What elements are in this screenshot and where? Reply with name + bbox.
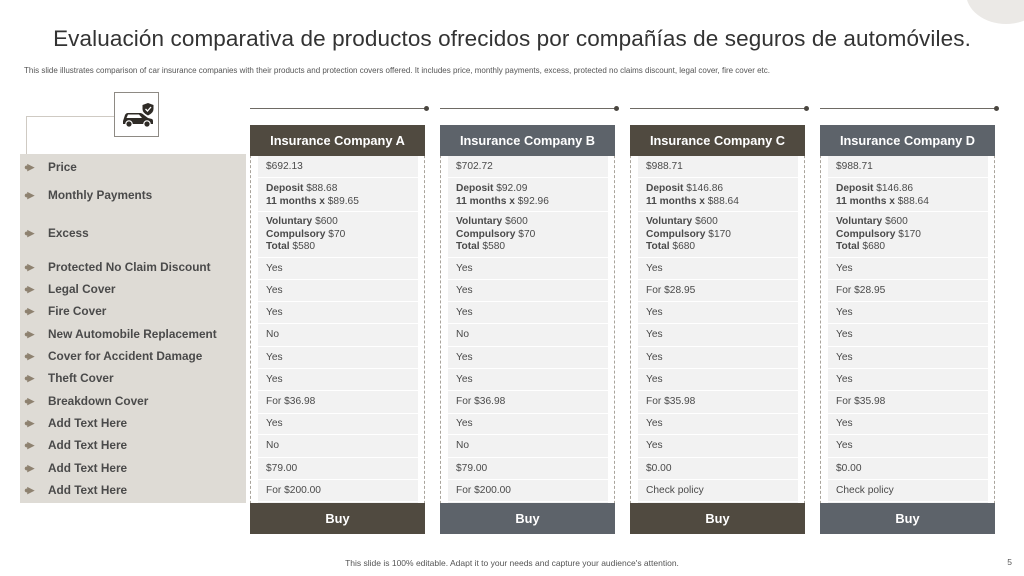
total-label: Total: [456, 241, 480, 252]
cell-value: For $200.00: [456, 485, 511, 496]
voluntary-amount: $600: [315, 216, 338, 227]
cell-value: Yes: [456, 352, 473, 363]
deposit-amount: $88.68: [306, 183, 338, 194]
double-chevron-icon: ●▶: [24, 484, 33, 495]
table-cell: [258, 369, 418, 391]
connector-line: [26, 116, 115, 154]
company-card: [820, 125, 995, 534]
table-cell: [638, 324, 798, 347]
table-cell: [638, 212, 798, 258]
table-cell: [828, 435, 988, 458]
feature-label: Monthly Payments: [48, 188, 153, 202]
table-cell: [258, 324, 418, 347]
double-chevron-icon: ●▶: [24, 462, 33, 473]
cell-value: No: [456, 329, 470, 340]
feature-row: [20, 458, 127, 478]
double-chevron-icon: ●▶: [24, 227, 33, 238]
table-cell: [828, 178, 988, 212]
cell-value: Yes: [646, 440, 663, 451]
table-cell: [448, 212, 608, 258]
table-cell: [258, 480, 418, 502]
cell-value: Yes: [836, 352, 853, 363]
table-cell: [258, 156, 418, 178]
double-chevron-icon: ●▶: [24, 350, 33, 361]
double-chevron-icon: ●▶: [24, 372, 33, 383]
total-amount: $580: [482, 241, 506, 252]
company-card: [440, 125, 615, 534]
corner-decoration: [966, 0, 1024, 24]
feature-row: [20, 368, 114, 388]
table-cell: [828, 391, 988, 414]
voluntary-amount: $600: [695, 216, 718, 227]
feature-label: Add Text Here: [48, 416, 128, 430]
feature-label: Price: [48, 160, 77, 174]
table-cell: [258, 302, 418, 324]
compulsory-amount: $170: [708, 228, 731, 240]
table-cell: [828, 324, 988, 347]
table-cell: [448, 435, 608, 458]
cell-value: Yes: [266, 418, 283, 429]
table-cell: [828, 458, 988, 480]
company-header: Insurance Company A: [250, 125, 425, 156]
cell-value: Yes: [836, 329, 853, 340]
icon-box: [114, 92, 159, 137]
table-cell: [638, 480, 798, 502]
table-cell: [828, 347, 988, 369]
feature-label: Add Text Here: [48, 438, 128, 452]
cell-value: Yes: [456, 285, 473, 296]
table-cell: [258, 435, 418, 458]
double-chevron-icon: ●▶: [24, 395, 33, 406]
months-label: 11 months x: [836, 195, 895, 207]
deposit-label: Deposit: [646, 183, 684, 194]
table-cell: [828, 156, 988, 178]
buy-button[interactable]: Buy: [820, 503, 995, 534]
car-shield-icon: [115, 93, 160, 138]
table-cell: [448, 302, 608, 324]
cell-value: For $200.00: [266, 485, 321, 496]
table-cell: [828, 212, 988, 258]
cell-value: Yes: [836, 263, 853, 274]
cell-value: For $36.98: [266, 396, 316, 407]
cell-value: Yes: [646, 307, 663, 318]
feature-label: New Automobile Replacement: [48, 327, 217, 341]
months-amount: $88.64: [897, 195, 929, 207]
cell-value: Yes: [266, 285, 283, 296]
table-cell: [448, 413, 608, 435]
table-cell: [448, 156, 608, 178]
feature-row: [20, 223, 89, 243]
feature-row: [20, 435, 127, 455]
months-label: 11 months x: [266, 195, 325, 207]
company-header: Insurance Company D: [820, 125, 995, 156]
compulsory-amount: $170: [898, 228, 921, 240]
company-card: [630, 125, 805, 534]
table-cell: [258, 347, 418, 369]
months-amount: $89.65: [327, 195, 359, 207]
compulsory-label: Compulsory: [646, 228, 706, 240]
feature-label: Fire Cover: [48, 304, 107, 318]
deposit-amount: $146.86: [686, 183, 724, 194]
cell-value: No: [456, 440, 470, 451]
page-title: Evaluación comparativa de productos ofrecidos por compañías de seguros de automóviles.: [53, 26, 971, 51]
feature-label: Cover for Accident Damage: [48, 349, 203, 363]
table-cell: [638, 347, 798, 369]
table-cell: [828, 280, 988, 302]
table-cell: [258, 391, 418, 414]
table-cell: [828, 480, 988, 502]
table-cell: [638, 156, 798, 178]
table-cell: [448, 280, 608, 302]
double-chevron-icon: ●▶: [24, 261, 33, 272]
footer-note: This slide is 100% editable. Adapt it to your needs and capture your audience's attention.: [345, 558, 679, 568]
page-subtitle: This slide illustrates comparison of car insurance companies with their products and protection covers offered. It includes price, monthly payments, excess, protected no claims discount, legal cover, fire cover etc.: [24, 66, 770, 75]
cell-value: Yes: [266, 307, 283, 318]
feature-label: Breakdown Cover: [48, 394, 149, 408]
table-cell: [448, 480, 608, 502]
table-cell: [828, 258, 988, 280]
company-header: Insurance Company B: [440, 125, 615, 156]
table-cell: [258, 212, 418, 258]
total-amount: $680: [672, 241, 696, 252]
feature-row: [20, 279, 116, 299]
total-label: Total: [266, 241, 290, 252]
company-header: Insurance Company C: [630, 125, 805, 156]
table-cell: [258, 458, 418, 480]
feature-label: Legal Cover: [48, 282, 116, 296]
table-cell: [638, 369, 798, 391]
table-cell: [638, 258, 798, 280]
cell-value: Yes: [646, 329, 663, 340]
table-cell: [638, 458, 798, 480]
cell-value: $0.00: [836, 463, 862, 474]
buy-button[interactable]: Buy: [630, 503, 805, 534]
cell-value: $79.00: [456, 463, 488, 474]
double-chevron-icon: ●▶: [24, 328, 33, 339]
table-cell: [828, 369, 988, 391]
cell-value: Yes: [836, 440, 853, 451]
cell-value: Yes: [646, 418, 663, 429]
cell-value: For $28.95: [646, 285, 696, 296]
feature-row: [20, 157, 77, 177]
card-top-line: [820, 108, 996, 109]
cell-value: For $28.95: [836, 285, 886, 296]
voluntary-amount: $600: [885, 216, 908, 227]
feature-row: [20, 413, 127, 433]
company-card: [250, 125, 425, 534]
cell-value: Yes: [646, 352, 663, 363]
table-cell: [258, 258, 418, 280]
table-cell: [448, 178, 608, 212]
feature-label: Add Text Here: [48, 461, 128, 475]
cell-value: Yes: [836, 418, 853, 429]
total-amount: $580: [292, 241, 316, 252]
deposit-amount: $92.09: [496, 183, 528, 194]
cell-value: No: [266, 329, 280, 340]
price-value: $702.72: [456, 161, 493, 172]
table-cell: [448, 258, 608, 280]
voluntary-label: Voluntary: [456, 216, 503, 227]
double-chevron-icon: ●▶: [24, 305, 33, 316]
cell-value: Check policy: [836, 485, 894, 496]
cell-value: Yes: [266, 352, 283, 363]
feature-row: [20, 391, 148, 411]
cell-value: Yes: [836, 374, 853, 385]
cell-value: For $35.98: [646, 396, 696, 407]
cell-value: For $36.98: [456, 396, 506, 407]
card-top-line: [440, 108, 616, 109]
table-cell: [828, 413, 988, 435]
voluntary-label: Voluntary: [646, 216, 693, 227]
total-label: Total: [836, 241, 860, 252]
feature-row: [20, 324, 217, 344]
cell-value: $79.00: [266, 463, 298, 474]
table-cell: [638, 391, 798, 414]
deposit-label: Deposit: [456, 183, 494, 194]
months-amount: $88.64: [707, 195, 739, 207]
table-cell: [638, 280, 798, 302]
double-chevron-icon: ●▶: [24, 189, 33, 200]
table-cell: [448, 324, 608, 347]
price-value: $692.13: [266, 161, 303, 172]
cell-value: No: [266, 440, 280, 451]
table-cell: [828, 302, 988, 324]
cell-value: Yes: [266, 263, 283, 274]
feature-label: Protected No Claim Discount: [48, 260, 211, 274]
table-cell: [638, 302, 798, 324]
cell-value: Yes: [456, 418, 473, 429]
voluntary-label: Voluntary: [266, 216, 313, 227]
voluntary-amount: $600: [505, 216, 528, 227]
cell-value: $0.00: [646, 463, 672, 474]
table-cell: [448, 347, 608, 369]
table-cell: [448, 391, 608, 414]
feature-row: [20, 480, 127, 500]
table-cell: [448, 458, 608, 480]
cell-value: Yes: [456, 374, 473, 385]
deposit-label: Deposit: [836, 183, 874, 194]
months-label: 11 months x: [646, 195, 705, 207]
double-chevron-icon: ●▶: [24, 417, 33, 428]
table-cell: [448, 369, 608, 391]
table-cell: [638, 178, 798, 212]
table-cell: [258, 178, 418, 212]
compulsory-amount: $70: [518, 228, 536, 240]
double-chevron-icon: ●▶: [24, 439, 33, 450]
cell-value: Yes: [836, 307, 853, 318]
months-label: 11 months x: [456, 195, 515, 207]
feature-row: [20, 185, 152, 205]
deposit-amount: $146.86: [876, 183, 914, 194]
cell-value: Yes: [456, 307, 473, 318]
feature-row: [20, 301, 106, 321]
feature-label: Theft Cover: [48, 371, 114, 385]
feature-row: [20, 257, 211, 277]
cell-value: Check policy: [646, 485, 704, 496]
table-cell: [258, 413, 418, 435]
card-top-line: [250, 108, 426, 109]
price-value: $988.71: [646, 161, 683, 172]
compulsory-amount: $70: [328, 228, 346, 240]
card-top-line: [630, 108, 806, 109]
cell-value: Yes: [266, 374, 283, 385]
feature-label: Excess: [48, 226, 89, 240]
cell-value: Yes: [646, 374, 663, 385]
buy-button[interactable]: Buy: [440, 503, 615, 534]
buy-button[interactable]: Buy: [250, 503, 425, 534]
feature-row: [20, 346, 202, 366]
total-label: Total: [646, 241, 670, 252]
compulsory-label: Compulsory: [836, 228, 896, 240]
cell-value: Yes: [646, 263, 663, 274]
total-amount: $680: [862, 241, 886, 252]
voluntary-label: Voluntary: [836, 216, 883, 227]
cell-value: For $35.98: [836, 396, 886, 407]
feature-label: Add Text Here: [48, 483, 128, 497]
deposit-label: Deposit: [266, 183, 304, 194]
table-cell: [638, 413, 798, 435]
double-chevron-icon: ●▶: [24, 283, 33, 294]
compulsory-label: Compulsory: [266, 228, 326, 240]
page-number: 5: [1007, 557, 1012, 567]
table-cell: [638, 435, 798, 458]
compulsory-label: Compulsory: [456, 228, 516, 240]
months-amount: $92.96: [517, 195, 549, 207]
double-chevron-icon: ●▶: [24, 161, 33, 172]
table-cell: [258, 280, 418, 302]
cell-value: Yes: [456, 263, 473, 274]
price-value: $988.71: [836, 161, 873, 172]
